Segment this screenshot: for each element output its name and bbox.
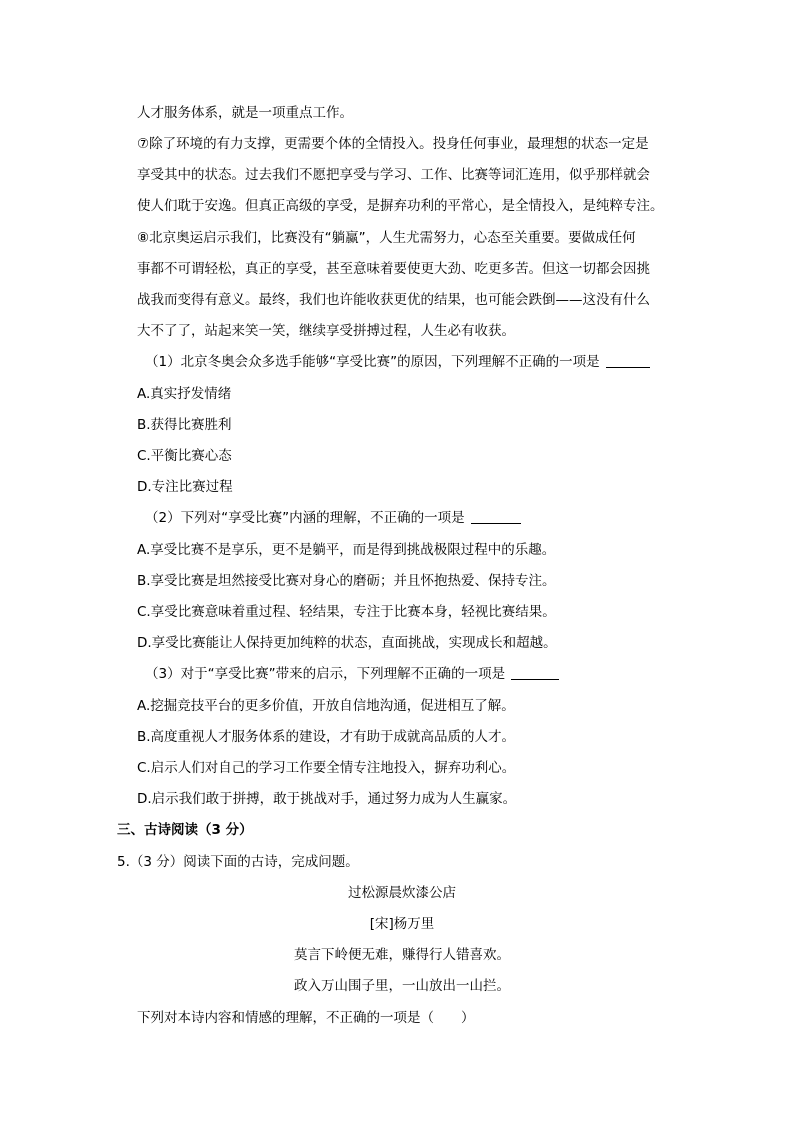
paragraph-7-line-2: 享受其中的状态。过去我们不愿把享受与学习、工作、比赛等词汇连用，似乎那样就会 [137, 167, 650, 183]
question-1-option-d: D.专注比赛过程 [137, 479, 233, 495]
paragraph-7-line-1: ⑦除了环境的有力支撑，更需要个体的全情投入。投身任何事业，最理想的状态一定是 [137, 136, 649, 152]
answer-blank [511, 665, 559, 680]
poem-title: 过松源晨炊漆公店 [348, 885, 456, 901]
question-1-stem: （1）北京冬奥会众多选手能够“享受比赛”的原因，下列理解不正确的一项是 [145, 352, 650, 372]
answer-blank [606, 353, 650, 368]
question-1-option-c: C.平衡比赛心态 [137, 448, 232, 464]
question-3-stem: （3）对于“享受比赛”带来的启示，下列理解不正确的一项是 [145, 664, 559, 684]
question-2-option-a: A.享受比赛不是享乐，更不是躺平，而是得到挑战极限过程中的乐趣。 [137, 542, 556, 558]
question-3-option-b: B.高度重视人才服务体系的建设，才有助于成就高品质的人才。 [137, 729, 516, 745]
paragraph-7-line-3: 使人们耽于安逸。但真正高级的享受，是摒弃功利的平常心，是全情投入，是纯粹专注。 [137, 198, 664, 214]
question-2-option-c: C.享受比赛意味着重过程、轻结果，专注于比赛本身，轻视比赛结果。 [137, 604, 556, 620]
paragraph-8-line-4: 大不了了，站起来笑一笑，继续享受拼搏过程，人生必有收获。 [137, 323, 515, 339]
question-2-option-b: B.享受比赛是坦然接受比赛对身心的磨砺；并且怀抱热爱、保持专注。 [137, 573, 556, 589]
paragraph-8-line-1: ⑧北京奥运启示我们，比赛没有“躺赢”，人生尤需努力，心态至关重要。要做成任何 [137, 230, 636, 246]
question-2-option-d: D.享受比赛能让人保持更加纯粹的状态，直面挑战，实现成长和超越。 [137, 635, 557, 651]
poem-line-1: 莫言下岭便无难，赚得行人错喜欢。 [294, 947, 510, 963]
paragraph-8-line-3: 战我而变得有意义。最终，我们也许能收获更优的结果，也可能会跌倒——这没有什么 [137, 292, 650, 308]
poem-line-2: 政入万山围子里，一山放出一山拦。 [294, 978, 510, 994]
answer-blank [471, 509, 521, 524]
question-1-option-b: B.获得比赛胜利 [137, 417, 232, 433]
paragraph-8-line-2: 事都不可谓轻松，真正的享受，甚至意味着要使更大劲、吃更多苦。但这一切都会因挑 [137, 261, 650, 277]
question-3-option-d: D.启示我们敢于拼搏，敢于挑战对手，通过努力成为人生赢家。 [137, 791, 517, 807]
question-5-stem: 下列对本诗内容和情感的理解，不正确的一项是（ ） [137, 1010, 475, 1026]
poem-author: [宋]杨万里 [369, 916, 435, 932]
paragraph-line: 人才服务体系，就是一项重点工作。 [137, 105, 353, 121]
question-1-option-a: A.真实抒发情绪 [137, 386, 232, 402]
question-2-stem: （2）下列对“享受比赛”内涵的理解，不正确的一项是 [145, 508, 521, 528]
question-3-option-c: C.启示人们对自己的学习工作要全情专注地投入，摒弃功利心。 [137, 760, 516, 776]
question-3-option-a: A.挖掘竞技平台的更多价值，开放自信地沟通，促进相互了解。 [137, 698, 515, 714]
question-5-prompt: 5.（3 分）阅读下面的古诗，完成问题。 [117, 854, 359, 870]
section-heading: 三、古诗阅读（3 分） [117, 822, 253, 838]
